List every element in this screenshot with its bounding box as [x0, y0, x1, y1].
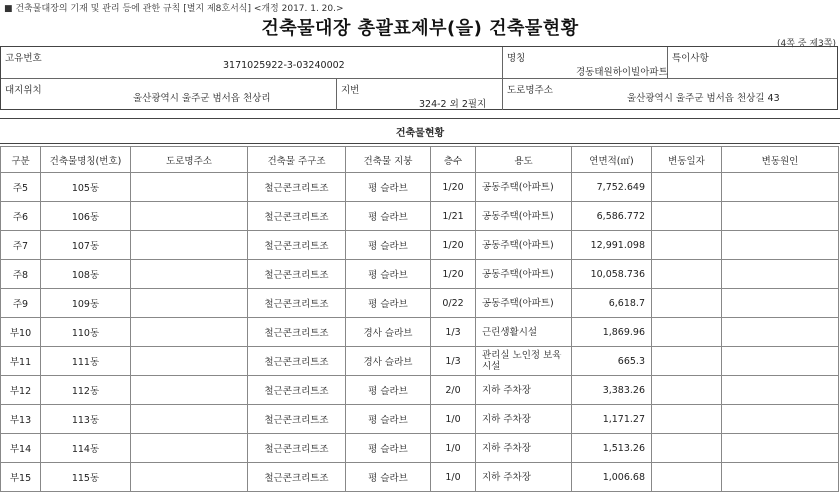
cell-text: 평 슬라브	[368, 183, 408, 194]
table-row	[1, 318, 839, 347]
table-cell	[652, 231, 722, 260]
table-row	[1, 289, 839, 318]
table-cell	[652, 347, 722, 376]
col-header: 용도	[476, 147, 572, 173]
cell-text: 1/20	[442, 181, 464, 193]
table-cell	[1, 260, 41, 289]
table-cell	[41, 318, 131, 347]
lot-number-label: 지번	[341, 85, 360, 96]
cell-text: 113동	[71, 415, 100, 426]
col-header: 구분	[1, 147, 41, 173]
unique-no-value: 3171025922-3-03240002	[223, 60, 345, 71]
cell-text: 주9	[12, 299, 29, 310]
table-cell	[131, 173, 248, 202]
cell-text: 평 슬라브	[368, 415, 408, 426]
table-cell	[431, 434, 476, 463]
table-cell	[572, 318, 652, 347]
table-cell	[248, 260, 346, 289]
table-cell	[131, 231, 248, 260]
table-cell	[248, 376, 346, 405]
cell-text: 1/3	[445, 355, 461, 367]
table-cell	[41, 347, 131, 376]
building-status-table	[0, 146, 839, 492]
col-header: 층수	[431, 147, 476, 173]
table-cell	[476, 231, 572, 260]
table-cell	[346, 173, 431, 202]
table-cell	[346, 231, 431, 260]
cell-text: 2/0	[445, 384, 461, 396]
table-cell	[572, 202, 652, 231]
table-cell	[248, 202, 346, 231]
table-cell	[431, 318, 476, 347]
table-cell	[346, 260, 431, 289]
table-cell	[431, 405, 476, 434]
table-cell	[1, 231, 41, 260]
lot-number-value: 324-2 외 2필지	[419, 99, 487, 110]
cell-text: 1,869.96	[602, 326, 645, 338]
table-cell	[431, 260, 476, 289]
cell-text: 1/0	[445, 413, 461, 425]
table-cell	[131, 318, 248, 347]
cell-text: 108동	[71, 270, 100, 281]
cell-text: 6,586.772	[596, 210, 645, 222]
table-cell	[1, 202, 41, 231]
cell-text: 철근콘크리트조	[264, 415, 329, 426]
table-cell	[722, 260, 839, 289]
table-cell	[1, 376, 41, 405]
table-row	[1, 463, 839, 492]
table-cell	[652, 289, 722, 318]
table-cell	[431, 231, 476, 260]
special-notes-label: 특이사항	[672, 53, 709, 64]
table-row	[1, 202, 839, 231]
table-cell	[41, 289, 131, 318]
table-cell	[41, 376, 131, 405]
table-cell	[652, 318, 722, 347]
cell-text: 경사 슬라브	[363, 328, 413, 339]
col-header: 건축물 주구조	[248, 147, 346, 173]
table-cell	[248, 463, 346, 492]
cell-text: 1/0	[445, 442, 461, 454]
table-header-row	[1, 147, 839, 173]
table-cell	[1, 405, 41, 434]
table-cell	[41, 405, 131, 434]
table-cell	[41, 173, 131, 202]
table-row	[1, 231, 839, 260]
table-cell	[346, 463, 431, 492]
cell-text: 평 슬라브	[368, 386, 408, 397]
table-cell	[572, 405, 652, 434]
cell-text: 부12	[9, 386, 32, 397]
cell-text: 지하 주차장	[482, 413, 531, 425]
cell-text: 지하 주차장	[482, 384, 531, 396]
table-cell	[722, 289, 839, 318]
table-cell	[652, 434, 722, 463]
col-header: 건축물명칭(번호)	[41, 147, 131, 173]
table-cell	[572, 347, 652, 376]
section-divider	[0, 118, 840, 119]
cell-text: 111동	[71, 357, 100, 368]
cell-text: 1/20	[442, 268, 464, 280]
table-cell	[131, 376, 248, 405]
table-cell	[431, 202, 476, 231]
table-cell	[722, 434, 839, 463]
table-cell	[431, 347, 476, 376]
cell-text: 주6	[12, 212, 29, 223]
cell-text: 1,006.68	[602, 471, 645, 483]
table-cell	[652, 173, 722, 202]
table-cell	[248, 318, 346, 347]
cell-text: 부15	[9, 473, 32, 484]
cell-text: 106동	[71, 212, 100, 223]
cell-text: 7,752.649	[596, 181, 645, 193]
cell-text: 철근콘크리트조	[264, 183, 329, 194]
cell-text: 철근콘크리트조	[264, 241, 329, 252]
table-cell	[1, 347, 41, 376]
table-cell	[131, 434, 248, 463]
table-cell	[431, 463, 476, 492]
table-cell	[248, 173, 346, 202]
table-cell	[476, 405, 572, 434]
cell-text: 115동	[71, 473, 100, 484]
table-cell	[248, 289, 346, 318]
page-title: 건축물대장 총괄표제부(을) 건축물현황	[261, 18, 579, 39]
table-cell	[722, 173, 839, 202]
table-cell	[722, 318, 839, 347]
table-cell	[1, 318, 41, 347]
cell-text: 3,383.26	[602, 384, 645, 396]
table-cell	[248, 434, 346, 463]
table-cell	[722, 463, 839, 492]
cell-text: 평 슬라브	[368, 212, 408, 223]
table-cell	[41, 463, 131, 492]
table-cell	[652, 405, 722, 434]
table-cell	[431, 173, 476, 202]
cell-text: 공동주택(아파트)	[482, 297, 554, 309]
cell-text: 지하 주차장	[482, 442, 531, 454]
cell-text: 107동	[71, 241, 100, 252]
cell-text: 경사 슬라브	[363, 357, 413, 368]
road-address-label: 도로명주소	[507, 85, 553, 96]
table-cell	[652, 376, 722, 405]
table-cell	[572, 376, 652, 405]
cell-text: 철근콘크리트조	[264, 212, 329, 223]
cell-text: 10,058.736	[590, 268, 645, 280]
cell-text: 주5	[12, 183, 29, 194]
table-cell	[722, 347, 839, 376]
table-cell	[652, 463, 722, 492]
table-cell	[1, 434, 41, 463]
cell-text: 철근콘크리트조	[264, 386, 329, 397]
cell-text: 0/22	[442, 297, 464, 309]
table-cell	[722, 376, 839, 405]
table-cell	[652, 260, 722, 289]
section-divider	[0, 143, 840, 144]
table-cell	[41, 202, 131, 231]
table-cell	[572, 173, 652, 202]
cell-text: 철근콘크리트조	[264, 473, 329, 484]
cell-text: 철근콘크리트조	[264, 357, 329, 368]
page-indicator: (4쪽 중 제3쪽)	[777, 39, 836, 49]
table-cell	[476, 376, 572, 405]
cell-text: 공동주택(아파트)	[482, 268, 554, 280]
table-row	[1, 173, 839, 202]
table-cell	[476, 463, 572, 492]
col-header: 건축물 지붕	[346, 147, 431, 173]
cell-text: 관리실 노인정 보육시설	[482, 350, 562, 372]
table-cell	[431, 289, 476, 318]
road-address-value: 울산광역시 울주군 범서읍 천상길 43	[627, 93, 780, 104]
table-cell	[346, 376, 431, 405]
cell-text: 1,513.26	[602, 442, 645, 454]
cell-text: 114동	[71, 444, 100, 455]
cell-text: 공동주택(아파트)	[482, 210, 554, 222]
table-cell	[572, 231, 652, 260]
table-cell	[131, 347, 248, 376]
cell-text: 1/0	[445, 471, 461, 483]
table-cell	[346, 347, 431, 376]
table-row	[1, 260, 839, 289]
cell-text: 평 슬라브	[368, 241, 408, 252]
table-row	[1, 405, 839, 434]
table-cell	[346, 318, 431, 347]
table-row	[1, 347, 839, 376]
cell-text: 부10	[9, 328, 32, 339]
table-cell	[476, 260, 572, 289]
cell-text: 1/3	[445, 326, 461, 338]
table-cell	[131, 405, 248, 434]
site-location-label: 대지위치	[5, 85, 42, 96]
cell-text: 주7	[12, 241, 29, 252]
table-cell	[131, 260, 248, 289]
section-title: 건축물현황	[395, 128, 445, 139]
cell-text: 12,991.098	[590, 239, 645, 251]
table-cell	[131, 289, 248, 318]
table-cell	[722, 231, 839, 260]
name-label: 명칭	[507, 53, 526, 64]
cell-text: 평 슬라브	[368, 444, 408, 455]
cell-text: 112동	[71, 386, 100, 397]
cell-text: 평 슬라브	[368, 473, 408, 484]
table-cell	[346, 405, 431, 434]
cell-text: 부11	[9, 357, 32, 368]
cell-text: 부14	[9, 444, 32, 455]
cell-text: 평 슬라브	[368, 299, 408, 310]
col-header: 변동일자	[652, 147, 722, 173]
table-cell	[476, 173, 572, 202]
cell-text: 109동	[71, 299, 100, 310]
col-header: 연면적(㎡)	[572, 147, 652, 173]
table-cell	[572, 434, 652, 463]
cell-text: 주8	[12, 270, 29, 281]
table-cell	[476, 347, 572, 376]
table-cell	[346, 434, 431, 463]
table-cell	[248, 347, 346, 376]
table-cell	[41, 260, 131, 289]
table-cell	[1, 173, 41, 202]
cell-text: 지하 주차장	[482, 471, 531, 483]
cell-text: 철근콘크리트조	[264, 270, 329, 281]
table-cell	[248, 405, 346, 434]
table-cell	[346, 289, 431, 318]
cell-text: 1,171.27	[602, 413, 645, 425]
cell-text: 철근콘크리트조	[264, 444, 329, 455]
cell-text: 공동주택(아파트)	[482, 181, 554, 193]
register-info-box	[0, 46, 838, 110]
table-cell	[572, 289, 652, 318]
col-header: 도로명주소	[131, 147, 248, 173]
site-location-value: 울산광역시 울주군 범서읍 천상리	[133, 93, 271, 104]
table-cell	[1, 463, 41, 492]
cell-text: 105동	[71, 183, 100, 194]
cell-text: 6,618.7	[608, 297, 645, 309]
table-cell	[131, 463, 248, 492]
cell-text: 부13	[9, 415, 32, 426]
table-row	[1, 376, 839, 405]
cell-text: 철근콘크리트조	[264, 299, 329, 310]
cell-text: 공동주택(아파트)	[482, 239, 554, 251]
table-cell	[572, 463, 652, 492]
table-cell	[41, 231, 131, 260]
table-row	[1, 434, 839, 463]
table-cell	[346, 202, 431, 231]
table-cell	[248, 231, 346, 260]
table-cell	[131, 202, 248, 231]
cell-text: 110동	[71, 328, 100, 339]
table-cell	[722, 405, 839, 434]
table-cell	[476, 318, 572, 347]
table-cell	[476, 202, 572, 231]
col-header: 변동원인	[722, 147, 839, 173]
cell-text: 1/21	[442, 210, 464, 222]
table-cell	[476, 289, 572, 318]
table-cell	[1, 289, 41, 318]
table-cell	[652, 202, 722, 231]
table-cell	[722, 202, 839, 231]
cell-text: 1/20	[442, 239, 464, 251]
cell-text: 665.3	[617, 355, 645, 367]
table-cell	[431, 376, 476, 405]
table-cell	[476, 434, 572, 463]
table-cell	[572, 260, 652, 289]
form-regulation-note: ■ 건축물대장의 기재 및 관리 등에 관한 규칙 [별지 제8호서식] <개정 2017. 1. 20.>	[4, 4, 344, 14]
cell-text: 철근콘크리트조	[264, 328, 329, 339]
table-cell	[41, 434, 131, 463]
cell-text: 근린생활시설	[482, 326, 538, 338]
unique-no-label: 고유번호	[5, 53, 42, 64]
cell-text: 평 슬라브	[368, 270, 408, 281]
name-value: 경동태원하이빌아파트	[576, 67, 668, 78]
